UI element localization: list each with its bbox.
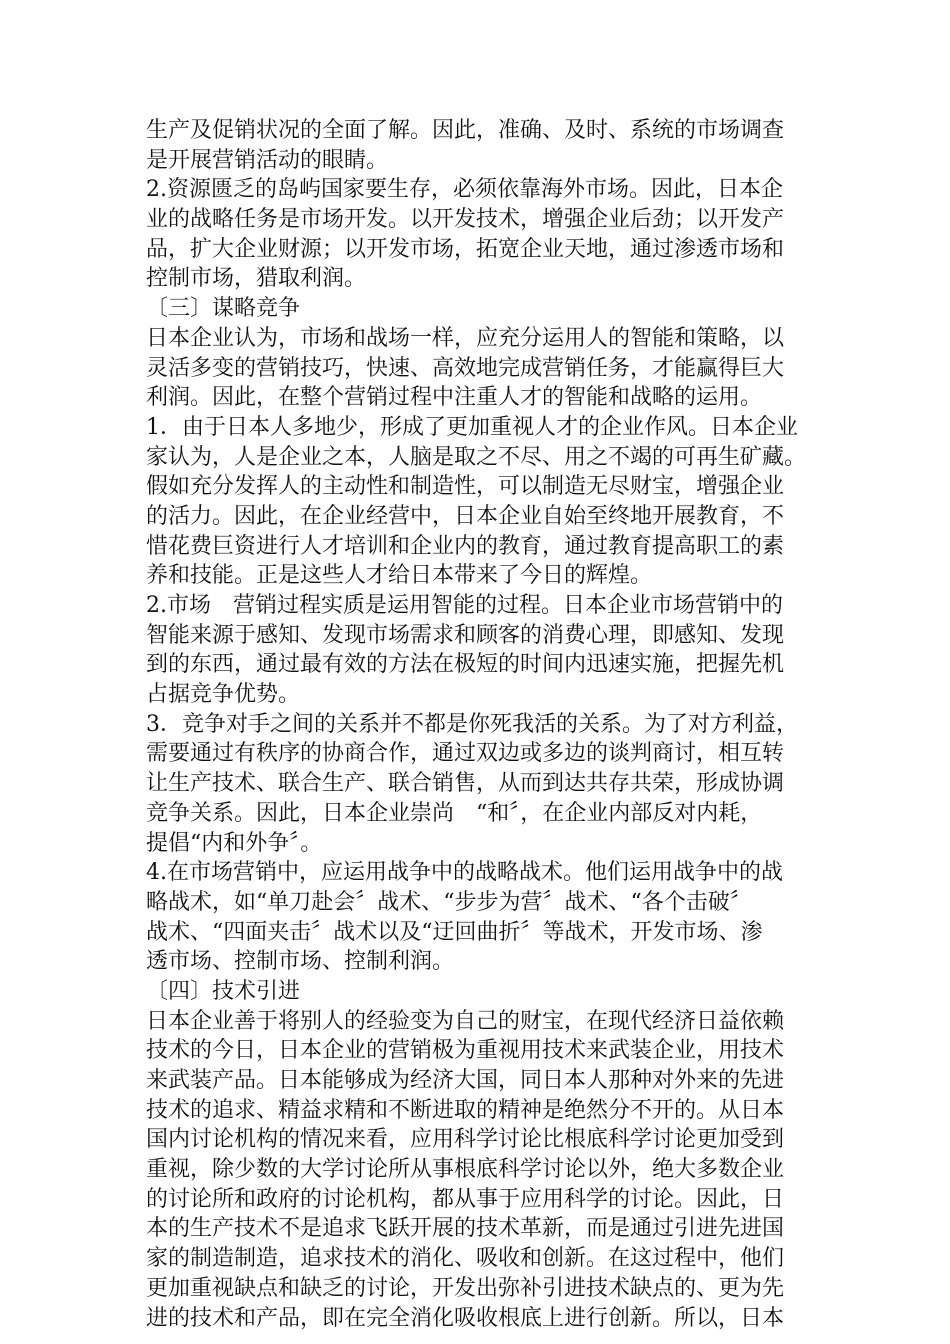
text-line-13: 假如充分发挥人的主动性和制造性，可以制造无尽财宝，增强企业 xyxy=(146,474,785,500)
section-heading-4: 〔四〕技术引进 xyxy=(146,978,301,1004)
text-line-12: 家认为，人是企业之本，人脑是取之不尽、用之不竭的可再生矿藏。 xyxy=(146,444,807,470)
document-body xyxy=(146,116,826,1333)
text-line-10: 利润。因此，在整个营销过程中注重人才的智能和战略的运用。 xyxy=(146,385,763,411)
text-line-1: 生产及促销状况的全面了解。因此，准确、及时、系统的市场调查 xyxy=(146,118,785,143)
text-line-18: 智能来源于感知、发现市场需求和顾客的消费心理，即感知、发现 xyxy=(146,622,785,648)
text-line-6: 控制市场，猎取利润。 xyxy=(146,266,367,292)
text-line-27: 略战术，如“单刀赴会〞战术、“步步为营〞战术、“各个击破〞 xyxy=(146,889,752,915)
text-line-19: 到的东西，通过最有效的方法在极短的时间内迅速实施，把握先机 xyxy=(146,652,785,678)
text-line-33: 来武装产品。日本能够成为经济大国，同日本人那种对外来的先进 xyxy=(146,1068,785,1093)
text-line-22: 需要通过有秩序的协商合作，通过双边或多边的谈判商讨，相互转 xyxy=(146,741,785,767)
text-line-9: 灵活多变的营销技巧，快速、高效地完成营销任务，才能赢得巨大 xyxy=(146,355,785,381)
text-line-4: 业的战略任务是市场开发。以开发技术，增强企业后劲；以开发产 xyxy=(146,207,785,233)
text-line-26: 4.在市场营销中，应运用战争中的战略战术。他们运用战争中的战 xyxy=(146,860,783,886)
text-line-3: 2.资源匮乏的岛屿国家要生存，必须依靠海外市场。因此，日本企 xyxy=(146,177,783,203)
text-line-32: 技术的今日，日本企业的营销极为重视用技术来武装企业，用技术 xyxy=(146,1038,785,1064)
text-line-28: 战术、“四面夹击〞战术以及“迂回曲折〞等战术，开发市场、渗 xyxy=(146,919,763,945)
text-line-38: 本的生产技术不是追求飞跃开展的技术革新，而是通过引进先进国 xyxy=(146,1216,785,1242)
text-line-2: 是开展营销活动的眼睛。 xyxy=(146,147,389,173)
text-line-31: 日本企业善于将别人的经验变为自己的财宝，在现代经济日益依赖 xyxy=(146,1008,785,1034)
text-line-11: 1．由于日本人多地少，形成了更加重视人才的企业作风。日本企业 xyxy=(146,414,798,440)
text-line-29: 透市场、控制市场、控制利润。 xyxy=(146,949,455,975)
section-heading-3: 〔三〕谋略竞争 xyxy=(146,296,301,322)
text-line-20: 占据竞争优势。 xyxy=(146,682,301,708)
text-line-15: 惜花费巨资进行人才培训和企业内的教育，通过教育提高职工的素 xyxy=(146,533,785,559)
text-line-37: 的讨论所和政府的讨论机构，都从事于应用科学的讨论。因此，日 xyxy=(146,1186,785,1212)
text-line-41: 进的技术和产品，即在完全消化吸收根底上进行创新。所以，日本 xyxy=(146,1305,785,1331)
text-line-16: 养和技能。正是这些人才给日本带来了今日的辉煌。 xyxy=(146,563,653,589)
text-line-40: 更加重视缺点和缺乏的讨论，开发出弥补引进技术缺点的、更为先 xyxy=(146,1275,785,1301)
text-line-23: 让生产技术、联合生产、联合销售，从而到达共存共荣，形成协调 xyxy=(146,771,785,797)
text-line-25: 提倡“内和外争〞。 xyxy=(146,830,323,856)
text-line-34: 技术的追求、精益求精和不断进取的精神是绝然分不开的。从日本 xyxy=(146,1097,785,1123)
text-line-5: 品，扩大企业财源；以开发市场，拓宽企业天地，通过渗透市场和 xyxy=(146,236,785,262)
text-line-14: 的活力。因此，在企业经营中，日本企业自始至终地开展教育，不 xyxy=(146,503,785,529)
text-line-24: 竞争关系。因此，日本企业崇尚 “和〞，在企业内部反对内耗， xyxy=(146,800,763,826)
text-line-35: 国内讨论机构的情况来看，应用科学讨论比根底科学讨论更加受到 xyxy=(146,1127,785,1153)
text-line-39: 家的制造制造，追求技术的消化、吸收和创新。在这过程中，他们 xyxy=(146,1246,785,1272)
text-line-21: 3．竞争对手之间的关系并不都是你死我活的关系。为了对方利益， xyxy=(146,711,798,737)
text-line-8: 日本企业认为，市场和战场一样，应充分运用人的智能和策略，以 xyxy=(146,325,785,351)
text-line-17: 2.市场 营销过程实质是运用智能的过程。日本企业市场营销中的 xyxy=(146,593,783,618)
text-line-36: 重视，除少数的大学讨论所从事根底科学讨论以外，绝大多数企业 xyxy=(146,1157,785,1183)
